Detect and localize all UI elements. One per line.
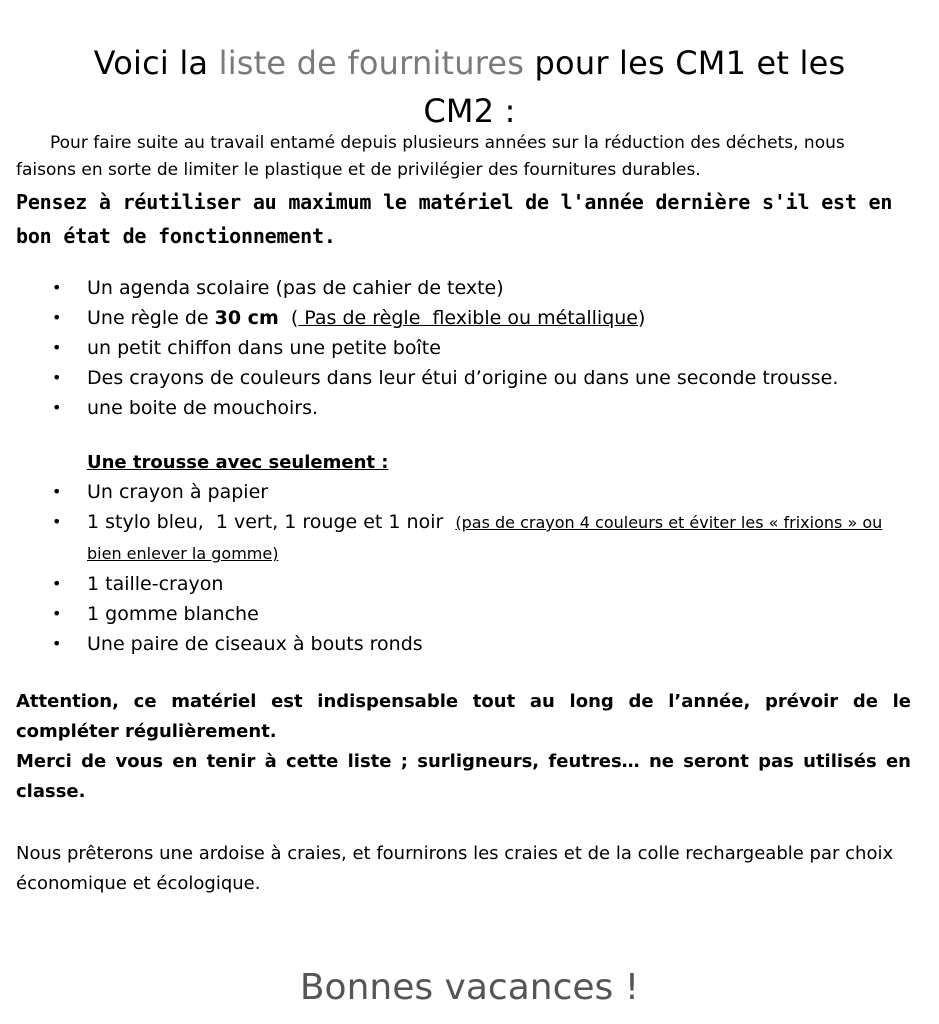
- ruler-open-paren: (: [278, 307, 299, 329]
- pencil-case-heading: Une trousse avec seulement :: [87, 452, 389, 473]
- document-title: [0, 39, 939, 135]
- bullet-icon: •: [52, 634, 62, 653]
- intro-paragraph: [16, 130, 906, 184]
- list-item: [0, 273, 912, 303]
- list-item: [0, 629, 912, 659]
- item-ruler: Une règle de: [87, 307, 215, 329]
- bullet-icon: •: [52, 512, 62, 531]
- list-item: [0, 363, 912, 393]
- title-line-2: CM2 :: [423, 92, 516, 131]
- list-item: [0, 393, 912, 423]
- bullet-icon: •: [52, 338, 62, 357]
- bullet-icon: •: [52, 308, 62, 327]
- item-tissues: une boite de mouchoirs.: [87, 397, 319, 419]
- pencil-case-list: [0, 477, 912, 659]
- bullet-icon: •: [52, 604, 62, 623]
- item-eraser: 1 gomme blanche: [87, 603, 259, 625]
- list-item: [0, 569, 912, 599]
- item-scissors: Une paire de ciseaux à bouts ronds: [87, 633, 423, 655]
- list-item: [0, 477, 912, 507]
- title-highlight: liste de fournitures: [218, 44, 525, 83]
- attention-line-2: Merci de vous en tenir à cette liste ; surligneurs, feutres… ne seront pas utilisés en classe.: [16, 751, 911, 802]
- item-pencil: Un crayon à papier: [87, 481, 269, 503]
- bullet-icon: •: [52, 574, 62, 593]
- general-supplies-list: [0, 273, 912, 423]
- bullet-icon: •: [52, 398, 62, 417]
- item-sharpener: 1 taille-crayon: [87, 573, 224, 595]
- list-item: [0, 599, 912, 629]
- ruler-close-paren: ): [638, 307, 646, 329]
- list-item: [0, 303, 912, 333]
- list-item: [0, 507, 912, 569]
- farewell-text: Bonnes vacances !: [299, 967, 640, 1008]
- ruler-size: 30 cm: [214, 307, 279, 329]
- bullet-icon: •: [52, 278, 62, 297]
- item-pens: 1 stylo bleu, 1 vert, 1 rouge et 1 noir: [87, 511, 456, 533]
- bullet-icon: •: [52, 368, 62, 387]
- attention-notice: [16, 687, 911, 807]
- reuse-note: Pensez à réutiliser au maximum le matériel de l'année dernière s'il est en bon état de fonctionnement.: [16, 190, 893, 248]
- title-part-1: Voici la: [93, 44, 219, 83]
- attention-line-1: Attention, ce matériel est indispensable tout au long de l’année, prévoir de le compléter régulièrement.: [16, 691, 911, 742]
- item-crayons: Des crayons de couleurs dans leur étui d’origine ou dans une seconde trousse.: [87, 367, 839, 389]
- list-item: [0, 333, 912, 363]
- item-agenda: Un agenda scolaire (pas de cahier de texte): [87, 277, 504, 299]
- bullet-icon: •: [52, 482, 62, 501]
- ruler-note: Pas de règle flexible ou métallique: [298, 307, 638, 329]
- item-cloth: un petit chiffon dans une petite boîte: [87, 337, 441, 359]
- closing-paragraph: Nous prêterons une ardoise à craies, et fournirons les craies et de la colle rechargeable par choix économique et écologique.: [16, 843, 894, 894]
- intro-text: Pour faire suite au travail entamé depuis plusieurs années sur la réduction des déchets, nous faisons en sorte de limiter le plastique et de privilégier des fournitures durables.: [16, 133, 845, 180]
- title-part-2: pour les CM1 et les: [524, 44, 846, 83]
- pens-note: (pas de crayon 4 couleurs et éviter les « frixions » ou bien enlever la gomme): [87, 513, 883, 563]
